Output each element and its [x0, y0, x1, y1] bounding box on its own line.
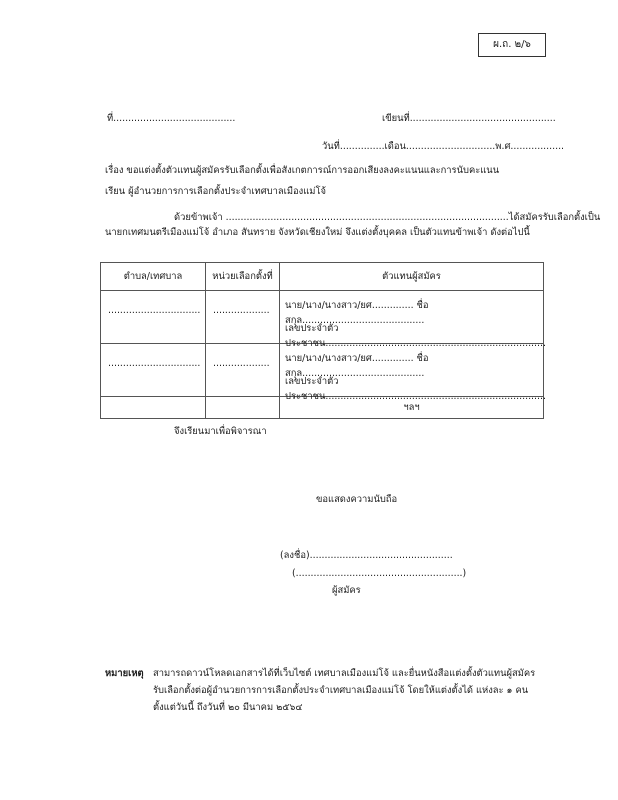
- unit-field[interactable]: ...................: [213, 358, 270, 369]
- note-line-2: รับเลือกตั้งต่อผู้อำนวยการการเลือกตั้งประจำเทศบาลเมืองแม่โจ้ โดยให้แต่งตั้งได้ แห่งละ ๑ คน: [153, 685, 529, 696]
- signature-line[interactable]: (ลงชื่อ)................................................: [280, 550, 453, 561]
- regards-line: ขอแสดงความนับถือ: [316, 494, 398, 505]
- subject-line: เรื่อง ขอแต่งตั้งตัวแทนผู้สมัครรับเลือกตั้งเพื่อสังเกตการณ์การออกเสียงลงคะแนนและการนับคะแนน: [105, 165, 500, 176]
- addressee-line: เรียน ผู้อำนวยการการเลือกตั้งประจำเทศบาลเมืองแม่โจ้: [105, 186, 326, 197]
- header-unit: หน่วยเลือกตั้งที่: [206, 263, 280, 291]
- representative-name-field[interactable]: นาย/นาง/นางสาว/ยศ.............. ชื่อสกุล.........................................: [285, 300, 429, 326]
- citizen-id-field[interactable]: เลขประจำตัวประชาชน..........................................................................: [285, 376, 546, 402]
- place-line: ที่.........................................: [107, 113, 236, 124]
- table-header-row: [101, 263, 544, 291]
- unit-field[interactable]: ...................: [213, 305, 270, 316]
- table-row: [101, 291, 544, 344]
- note-line-1: สามารถดาวน์โหลดเอกสารได้ที่เว็บไซต์ เทศบาลเมืองแม่โจ้ และยื่นหนังสือแต่งตั้งตัวแทนผู้สมัคร: [153, 668, 536, 679]
- written-at-line: เขียนที่.................................................: [382, 113, 556, 124]
- header-representative: ตัวแทนผู้สมัคร: [280, 263, 544, 291]
- area-field[interactable]: ...............................: [108, 358, 201, 369]
- form-code-box: ผ.ถ. ๒/๖: [478, 33, 546, 57]
- date-line: วันที่...............เดือน..............................พ.ศ..................: [322, 141, 565, 152]
- representatives-table: [100, 262, 544, 419]
- citizen-id-field[interactable]: เลขประจำตัวประชาชน..........................................................................: [285, 323, 546, 349]
- printed-name-line[interactable]: (........................................................): [292, 568, 467, 579]
- etc-mark: ฯลฯ: [280, 397, 544, 419]
- area-field[interactable]: ...............................: [108, 305, 201, 316]
- body-paragraph-line-2: นายกเทศมนตรีเมืองแม่โจ้ อำเภอ สันทราย จังหวัดเชียงใหม่ จึงแต่งตั้งบุคคล เป็นตัวแทนข้าพเจ้า ดังต่อไปนี้: [105, 227, 530, 238]
- header-area: ตำบล/เทศบาล: [101, 263, 206, 291]
- note-line-3: ตั้งแต่วันนี้ ถึงวันที่ ๒๐ มีนาคม ๒๕๖๔: [153, 702, 303, 713]
- representative-name-field[interactable]: นาย/นาง/นางสาว/ยศ.............. ชื่อสกุล.........................................: [285, 353, 429, 379]
- body-paragraph-line-1: ด้วยข้าพเจ้า ...............................................................................................ได้สมัครรับเลือกตั้งเป็น: [174, 212, 601, 223]
- signer-title: ผู้สมัคร: [332, 585, 361, 596]
- table-row: [101, 344, 544, 397]
- note-label: หมายเหตุ: [105, 668, 144, 679]
- closing-line: จึงเรียนมาเพื่อพิจารณา: [174, 426, 267, 437]
